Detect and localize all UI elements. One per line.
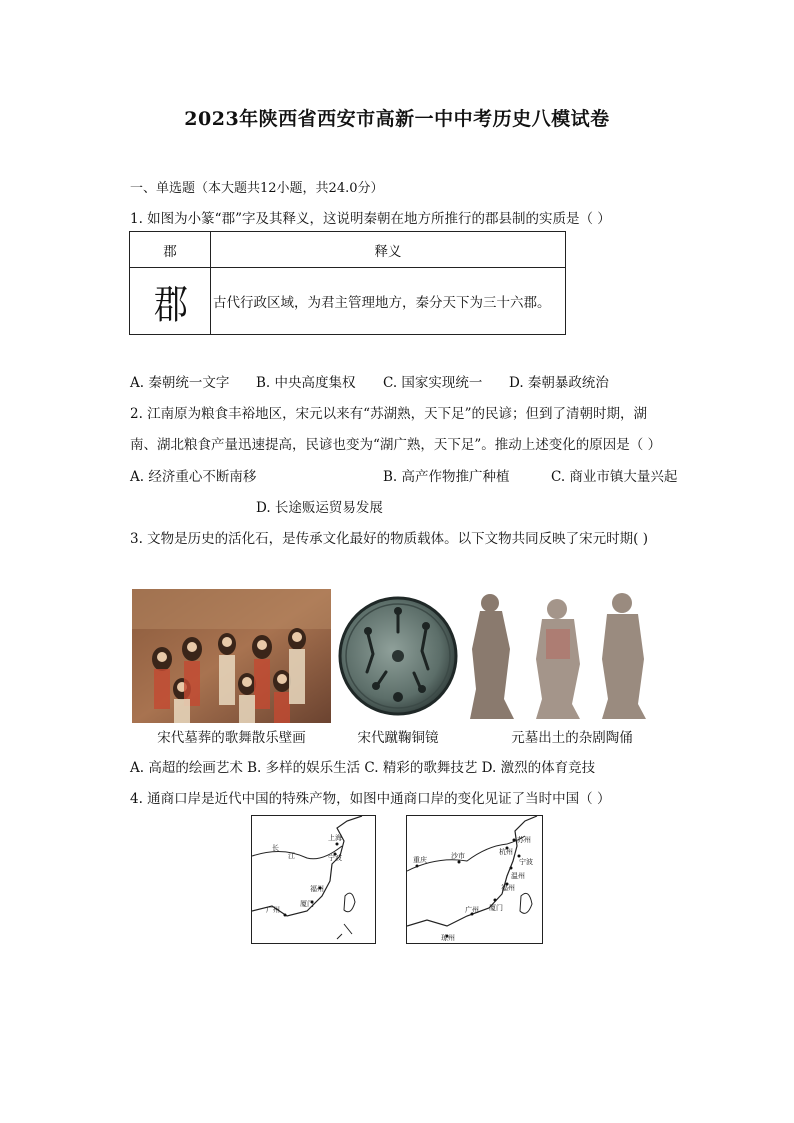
q1-option-c: C. 国家实现统一 (383, 375, 483, 391)
map2-label-shashi: 沙市 (451, 852, 465, 860)
q1-definition-table (129, 231, 566, 335)
opera-figurines-image (462, 589, 662, 723)
map1-label-shanghai: 上海 (328, 834, 342, 842)
q1-stem: 1. 如图为小篆“郡”字及其释义，这说明秦朝在地方所推行的郡县制的实质是（ ） (130, 211, 611, 227)
q1-option-d: D. 秦朝暴政统治 (509, 375, 609, 391)
map1-label-xiamen: 厦门 (300, 900, 314, 908)
map2-label-fuzhou: 福州 (501, 884, 515, 892)
map2-label-hangzhou: 杭州 (499, 848, 513, 856)
map-after (406, 815, 543, 944)
q3-options: A. 高超的绘画艺术 B. 多样的娱乐生活 C. 精彩的歌舞技艺 D. 激烈的体育竞技 (130, 760, 596, 776)
map2-label-xiamen: 厦门 (489, 904, 503, 912)
section-header: 一、单选题（本大题共12小题，共24.0分） (130, 181, 384, 196)
map2-label-chongqing: 重庆 (413, 856, 427, 864)
map2-label-qiongzhou: 琼州 (441, 934, 455, 942)
bronze-mirror-image (338, 589, 458, 723)
definition-cell: 古代行政区域，为君主管理地方，秦分天下为三十六郡。 (211, 268, 566, 335)
q2-stem-line2: 南、湖北粮食产量迅速提高，民谚也变为“湖广熟，天下足”。推动上述变化的原因是（ ） (130, 437, 662, 453)
mural-image (132, 589, 331, 723)
map2-label-guangzhou: 广州 (465, 906, 479, 914)
map2-label-suzhou: 苏州 (517, 836, 531, 844)
q2-stem-line1: 2. 江南原为粮食丰裕地区，宋元以来有“苏湖熟，天下足”的民谚；但到了清朝时期，湖 (130, 406, 647, 422)
map1-label-jiang: 江 (288, 852, 295, 860)
map1-label-chang: 长 (272, 844, 279, 852)
seal-script-cell (130, 268, 211, 335)
caption-bronze-mirror: 宋代蹴鞠铜镜 (357, 730, 439, 746)
caption-opera-figurines: 元墓出土的杂剧陶俑 (511, 730, 633, 746)
q1-option-a: A. 秦朝统一文字 (130, 375, 230, 391)
map-before (251, 815, 376, 944)
table-header-character: 郡 (130, 232, 211, 268)
q2-option-b: B. 高产作物推广种植 (383, 469, 510, 485)
page-title: 2023年陕西省西安市高新一中中考历史八模试卷 (184, 108, 610, 130)
q3-stem: 3. 文物是历史的活化石，是传承文化最好的物质载体。以下文物共同反映了宋元时期( ) (130, 531, 648, 547)
q2-option-a: A. 经济重心不断南移 (130, 469, 257, 485)
map1-label-guangzhou: 广州 (266, 906, 280, 914)
q2-option-c: C. 商业市镇大量兴起 (551, 469, 678, 485)
map2-label-wenzhou: 温州 (511, 872, 525, 880)
caption-mural: 宋代墓葬的歌舞散乐壁画 (157, 730, 306, 746)
map1-label-ningbo: 宁波 (328, 854, 342, 862)
q4-stem: 4. 通商口岸是近代中国的特殊产物，如图中通商口岸的变化见证了当时中国（ ） (130, 791, 611, 807)
seal-script-character: 郡 (153, 281, 187, 328)
q2-option-d: D. 长途贩运贸易发展 (256, 500, 383, 516)
map1-label-fuzhou: 福州 (310, 885, 324, 893)
table-header-meaning: 释义 (211, 232, 566, 268)
q1-option-b: B. 中央高度集权 (256, 375, 356, 391)
map2-label-ningbo: 宁波 (519, 858, 533, 866)
